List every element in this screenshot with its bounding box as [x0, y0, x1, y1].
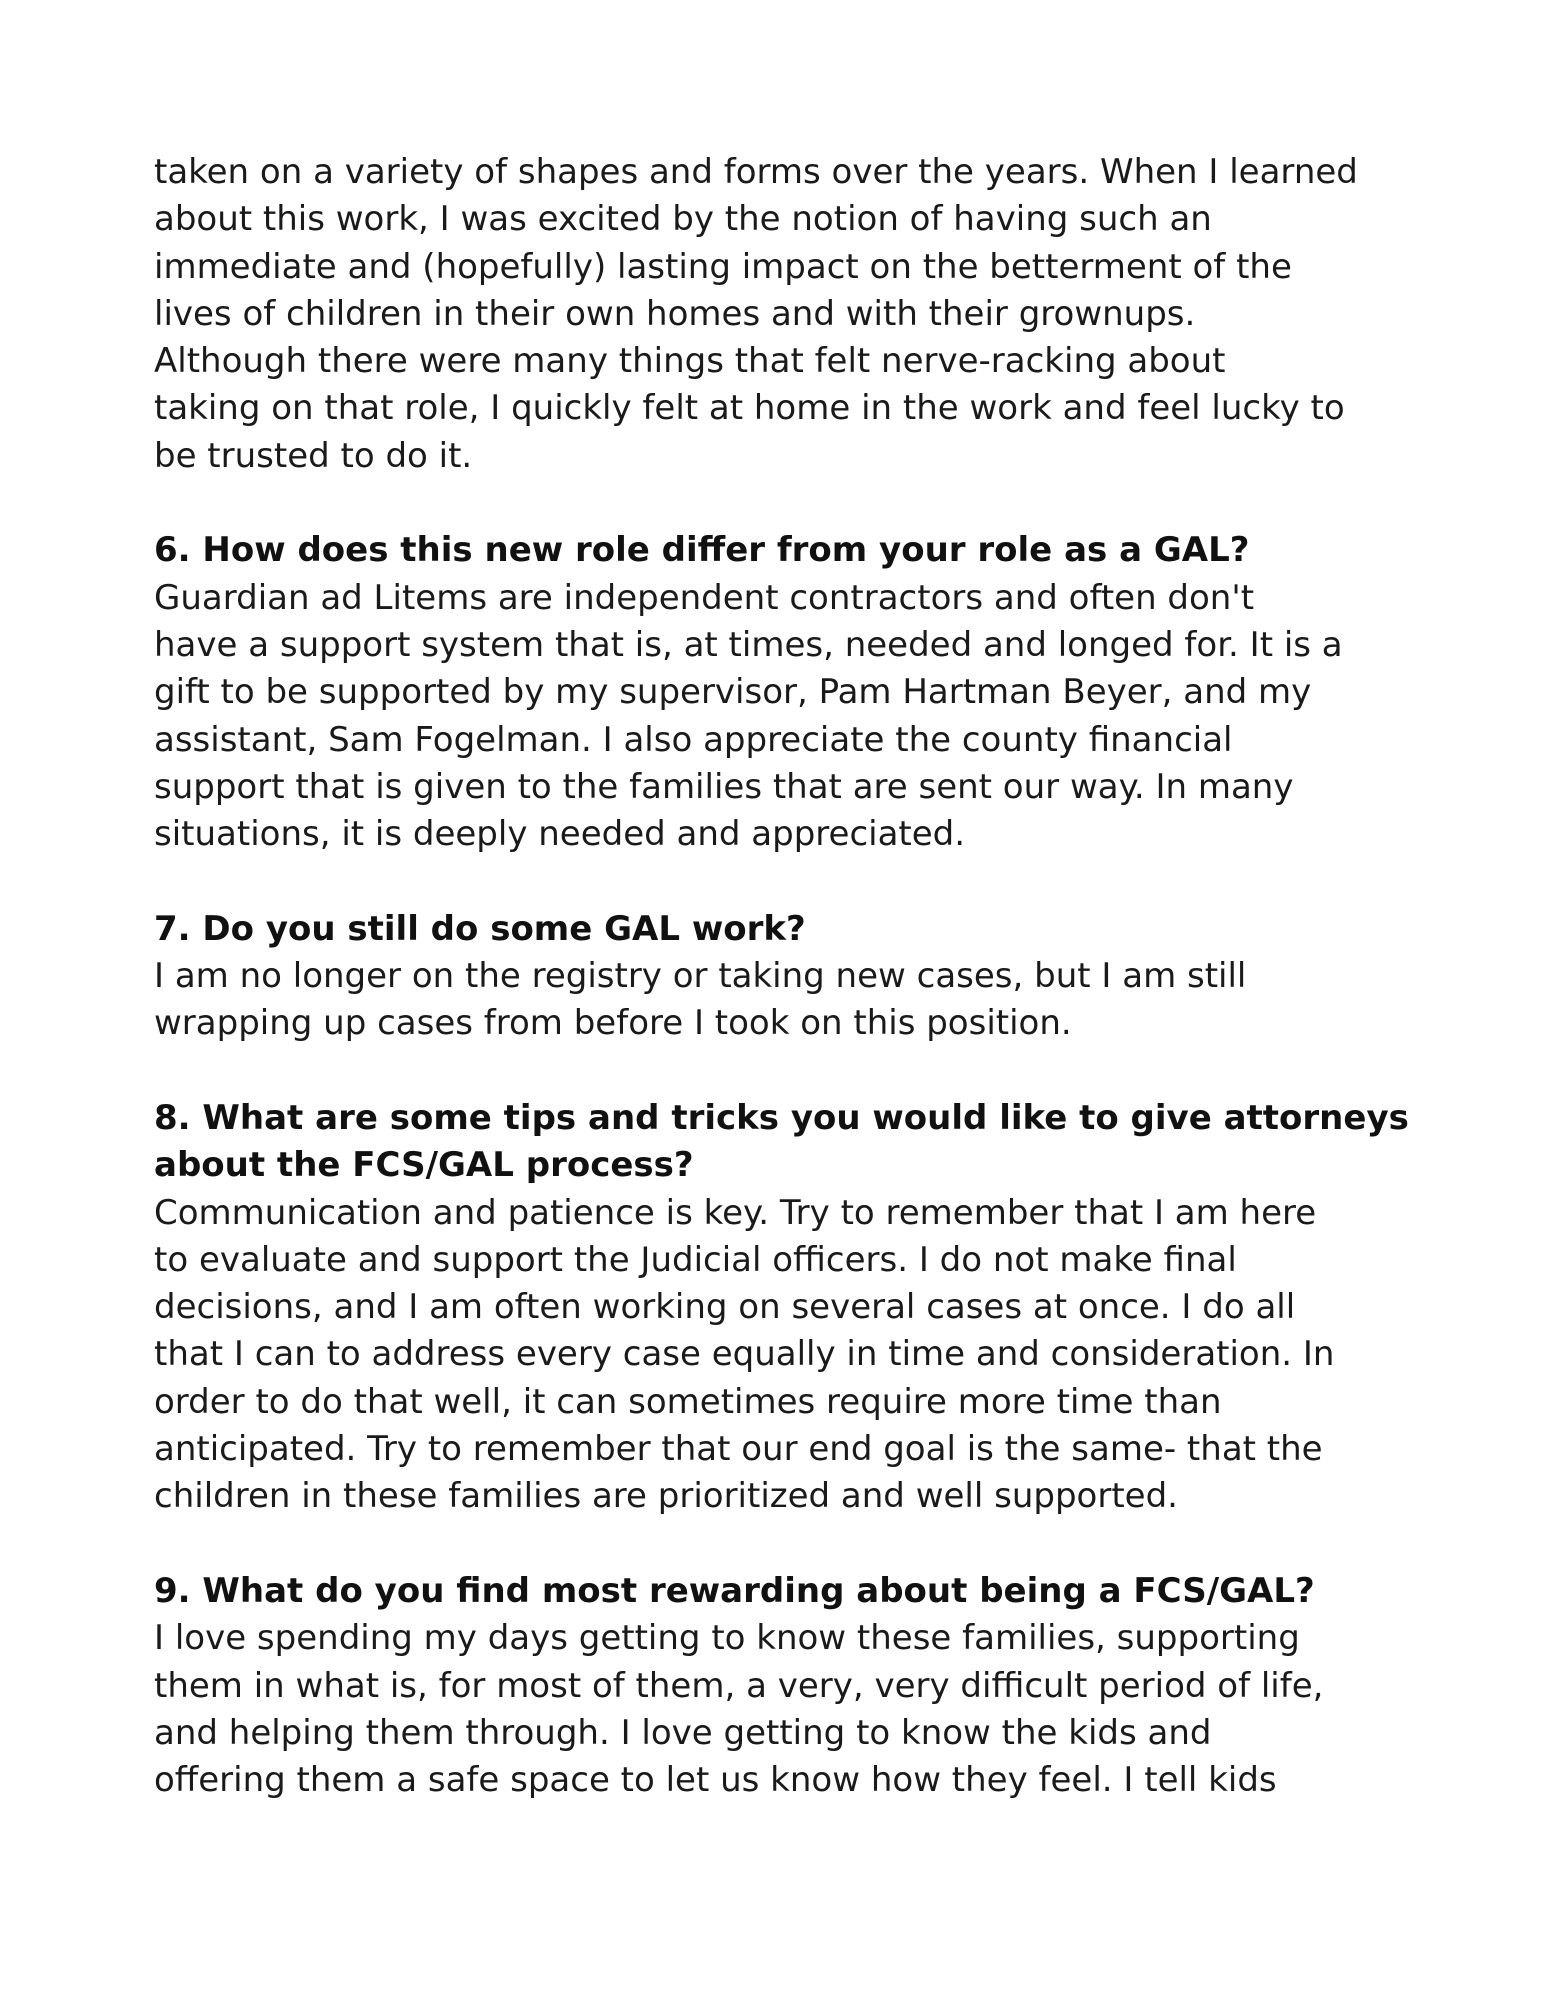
answer-8-paragraph [154, 1190, 1414, 1521]
text-line: lives of children in their own homes and with their grownups. [154, 293, 1196, 334]
paragraph-spacer [154, 480, 1414, 527]
text-line: immediate and (hopefully) lasting impact on the betterment of the [154, 246, 1292, 287]
answer-6-paragraph [154, 575, 1414, 859]
text-line: taking on that role, I quickly felt at home in the work and feel lucky to [154, 388, 1345, 429]
text-line: Guardian ad Litems are independent contractors and often don't [154, 577, 1255, 618]
question-line: about the FCS/GAL process? [154, 1145, 694, 1186]
text-line: that I can to address every case equally in time and consideration. In [154, 1334, 1335, 1375]
text-line: have a support system that is, at times, needed and longed for. It is a [154, 624, 1343, 665]
text-line: to evaluate and support the Judicial officers. I do not make final [154, 1239, 1237, 1280]
question-6-heading [154, 527, 1414, 574]
text-line: I love spending my days getting to know these families, supporting [154, 1618, 1300, 1659]
text-line: them in what is, for most of them, a very, very difficult period of life, [154, 1665, 1324, 1706]
document-page [154, 149, 1414, 1804]
paragraph-spacer [154, 1048, 1414, 1095]
paragraph-spacer [154, 1521, 1414, 1568]
text-line: anticipated. Try to remember that our end goal is the same- that the [154, 1429, 1323, 1470]
text-line: Although there were many things that felt nerve-racking about [154, 341, 1226, 382]
question-line: 8. What are some tips and tricks you would like to give attorneys [154, 1097, 1409, 1138]
text-line: wrapping up cases from before I took on this position. [154, 1003, 1072, 1044]
text-line: support that is given to the families that are sent our way. In many [154, 766, 1294, 807]
answer-7-paragraph [154, 953, 1414, 1048]
question-7-heading [154, 906, 1414, 953]
paragraph-spacer [154, 858, 1414, 905]
text-line: I am no longer on the registry or taking new cases, but I am still [154, 956, 1247, 997]
text-line: situations, it is deeply needed and appreciated. [154, 814, 966, 855]
question-line: 7. Do you still do some GAL work? [154, 908, 806, 949]
text-line: order to do that well, it can sometimes require more time than [154, 1381, 1222, 1422]
text-line: decisions, and I am often working on several cases at once. I do all [154, 1287, 1296, 1328]
text-line: children in these families are prioritized and well supported. [154, 1476, 1178, 1517]
question-line: 6. How does this new role differ from your role as a GAL? [154, 530, 1250, 571]
question-9-heading [154, 1568, 1414, 1615]
text-line: taken on a variety of shapes and forms over the years. When I learned [154, 152, 1358, 192]
intro-paragraph [154, 149, 1414, 480]
text-line: offering them a safe space to let us know how they feel. I tell kids [154, 1760, 1277, 1801]
answer-9-paragraph [154, 1615, 1414, 1804]
question-line: 9. What do you find most rewarding about being a FCS/GAL? [154, 1570, 1315, 1611]
text-line: gift to be supported by my supervisor, Pam Hartman Beyer, and my [154, 672, 1312, 713]
text-line: be trusted to do it. [154, 435, 473, 476]
text-line: Communication and patience is key. Try to remember that I am here [154, 1192, 1317, 1233]
text-line: about this work, I was excited by the notion of having such an [154, 199, 1212, 240]
question-8-heading [154, 1095, 1414, 1190]
text-line: assistant, Sam Fogelman. I also appreciate the county financial [154, 719, 1233, 760]
text-line: and helping them through. I love getting to know the kids and [154, 1712, 1212, 1753]
